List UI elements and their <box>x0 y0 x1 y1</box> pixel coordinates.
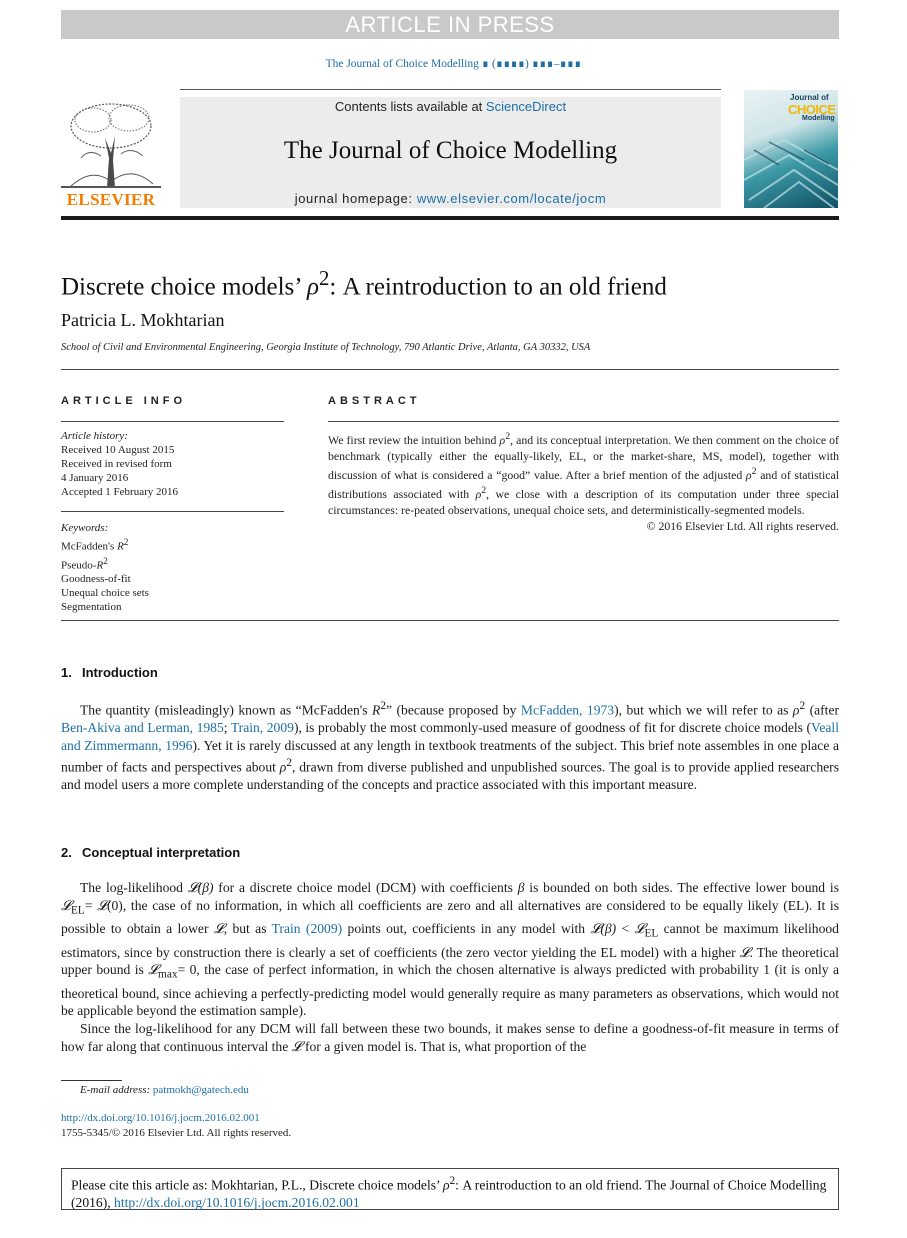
cover-line-1: Journal of <box>790 93 829 102</box>
cover-line-2: CHOICE <box>788 102 836 117</box>
article-title: Discrete choice models’ $\rho^2$: A reintroduction to an old friend <box>61 266 667 301</box>
cover-maze-art <box>744 90 838 208</box>
citation-doi-link[interactable]: http://dx.doi.org/10.1016/j.jocm.2016.02.001 <box>114 1194 360 1210</box>
keywords-rule <box>61 511 284 512</box>
history-received: Received 10 August 2015 <box>61 444 175 456</box>
section-2-body <box>61 879 839 1055</box>
article-info-heading: ARTICLE INFO <box>61 395 186 407</box>
article-in-press-banner: ARTICLE IN PRESS <box>61 10 839 39</box>
keyword-item: Goodness-of-fit <box>61 573 131 586</box>
history-revised: Received in revised form <box>61 458 172 470</box>
citation-link[interactable]: Train (2009) <box>271 921 343 937</box>
footnote-rule <box>61 1080 122 1081</box>
journal-title: The Journal of Choice Modelling <box>283 137 618 164</box>
keyword-item: Unequal choice sets <box>61 587 149 600</box>
history-revised-date: 4 January 2016 <box>61 472 129 484</box>
keyword-item: McFadden's $R^2$ <box>61 537 129 553</box>
elsevier-wordmark: ELSEVIER <box>66 190 156 209</box>
keywords-label: Keywords: <box>61 522 109 534</box>
journal-masthead <box>180 97 721 208</box>
journal-homepage-line: journal homepage: www.elsevier.com/locate/jocm <box>294 191 607 206</box>
abstract-copyright: © 2016 Elsevier Ltd. All rights reserved. <box>646 518 839 533</box>
issn-copyright: 1755-5345/© 2016 Elsevier Ltd. All rights reserved. <box>61 1127 292 1139</box>
cover-line-3: Modelling <box>802 115 835 122</box>
section-2-heading: 2. Conceptual interpretation <box>61 845 241 860</box>
journal-cover-image <box>744 90 838 208</box>
email-link[interactable]: patmokh@gatech.edu <box>152 1084 249 1096</box>
journal-homepage-link[interactable]: www.elsevier.com/locate/jocm <box>416 191 607 206</box>
citation-link[interactable]: Veall and Zimmermann, 1996 <box>61 720 839 753</box>
doi-link[interactable]: http://dx.doi.org/10.1016/j.jocm.2016.02.001 <box>61 1112 260 1124</box>
author-name[interactable]: Patricia L. Mokhtarian <box>61 310 225 330</box>
sciencedirect-link[interactable]: ScienceDirect <box>485 99 567 114</box>
article-history <box>61 429 284 499</box>
abstract-body <box>328 429 839 534</box>
abstract-heading: ABSTRACT <box>328 395 421 407</box>
running-head[interactable]: The Journal of Choice Modelling ∎ (∎∎∎∎) ∎∎∎–∎∎∎ <box>325 58 582 70</box>
masthead-top-rule <box>180 89 721 90</box>
abstract-rule <box>328 421 839 422</box>
author-affiliation: School of Civil and Environmental Engineering, Georgia Institute of Technology, 790 Atlantic Drive, Atlanta, GA 30332, USA <box>61 342 591 353</box>
paragraph: The quantity (misleadingly) known as “McFadden's $R^2$” (because proposed by McFadden, 1973), but which we will refer to as $\rho^2$ (after Ben-Akiva and Lerman, 1985; Train, 2009), is probably the most commonly-used measure of goodness of fit for discrete choice models (Veall and Zimmermann, 1996). Yet it is rarely discussed at any length in textbook treatments of the subject. This brief note assembles in one place a number of facts and perspectives about $\rho^2$, drawn from diverse published and unpublished sources. The goal is to provide applied researchers and model users a more complete understanding of the concepts and practice associated with this important measure. <box>61 700 840 792</box>
history-accepted: Accepted 1 February 2016 <box>61 486 178 498</box>
masthead-bottom-rule <box>61 216 839 220</box>
section-1-body <box>61 698 839 794</box>
front-matter-rule <box>61 620 839 621</box>
contents-line: Contents lists available at ScienceDirect <box>334 99 567 114</box>
citation-link[interactable]: McFadden, 1973 <box>520 702 615 718</box>
header-rule <box>61 369 839 370</box>
section-1-heading: 1. Introduction <box>61 665 158 680</box>
citation-box: Please cite this article as: Mokhtarian, P.L., Discrete choice models’ $\rho^2$: A reintroduction to an old friend. The Journal of Choice Modelling (2016), http://dx.doi.org/10.1016/j.jocm.2016.02.001 <box>61 1168 839 1210</box>
history-label: Article history: <box>61 430 128 442</box>
paragraph: Since the log-likelihood for any DCM will fall between these two bounds, it makes sense to define a goodness-of-fit measure in terms of how far along that continuous interval the 𝓛 for a given model is. That is, what proportion of the <box>61 1021 839 1054</box>
abstract-paragraph: We first review the intuition behind $\rho^2$, and its conceptual interpretation. We then comment on the choice of benchmark (typically either the equally-likely, EL, or the market-share, MS, model), together with discussion of what is considered a “good” value. After a brief mention of the adjusted $\rho^2$ and of statistical distributions associated with $\rho^2$, we close with a description of its computation under three special circumstances: re-peated observations, unequal choice sets, and deterministically-segmented models. <box>328 431 839 517</box>
citation-link[interactable]: Ben-Akiva and Lerman, 1985 <box>61 720 224 736</box>
keywords-list <box>61 521 284 614</box>
article-info-rule <box>61 421 284 422</box>
citation-link[interactable]: Train, 2009 <box>230 720 294 736</box>
keyword-item: Pseudo-$R^2$ <box>61 555 108 572</box>
paragraph: The log-likelihood 𝓛(β) for a discrete choice model (DCM) with coefficients β is bounded on both sides. The effective lower bound is 𝓛$_{EL}$= 𝓛(0), the case of no information, in which all coefficients are zero and all alternatives are considered to be equally likely (EL). It is possible to obtain a lower 𝓛, but as Train (2009) points out, coefficients in any model with 𝓛(β) < 𝓛$_{EL}$ cannot be maximum likelihood estimators, since by construction there is clearly a set of coefficients (the zero vector yielding the EL model) with a higher 𝓛. The theoretical upper bound is 𝓛$_{max}$= 0, the case of perfect information, in which the chosen alternative is always predicted with probability 1 (it is only a theoretical bound, since achieving a perfectly-predicting model would generally require as many parameters as observations, which would not be applicable beyond the estimation sample). <box>61 880 839 1019</box>
author-email-footnote: E-mail address: patmokh@gatech.edu <box>80 1084 249 1096</box>
keyword-item: Segmentation <box>61 601 122 614</box>
